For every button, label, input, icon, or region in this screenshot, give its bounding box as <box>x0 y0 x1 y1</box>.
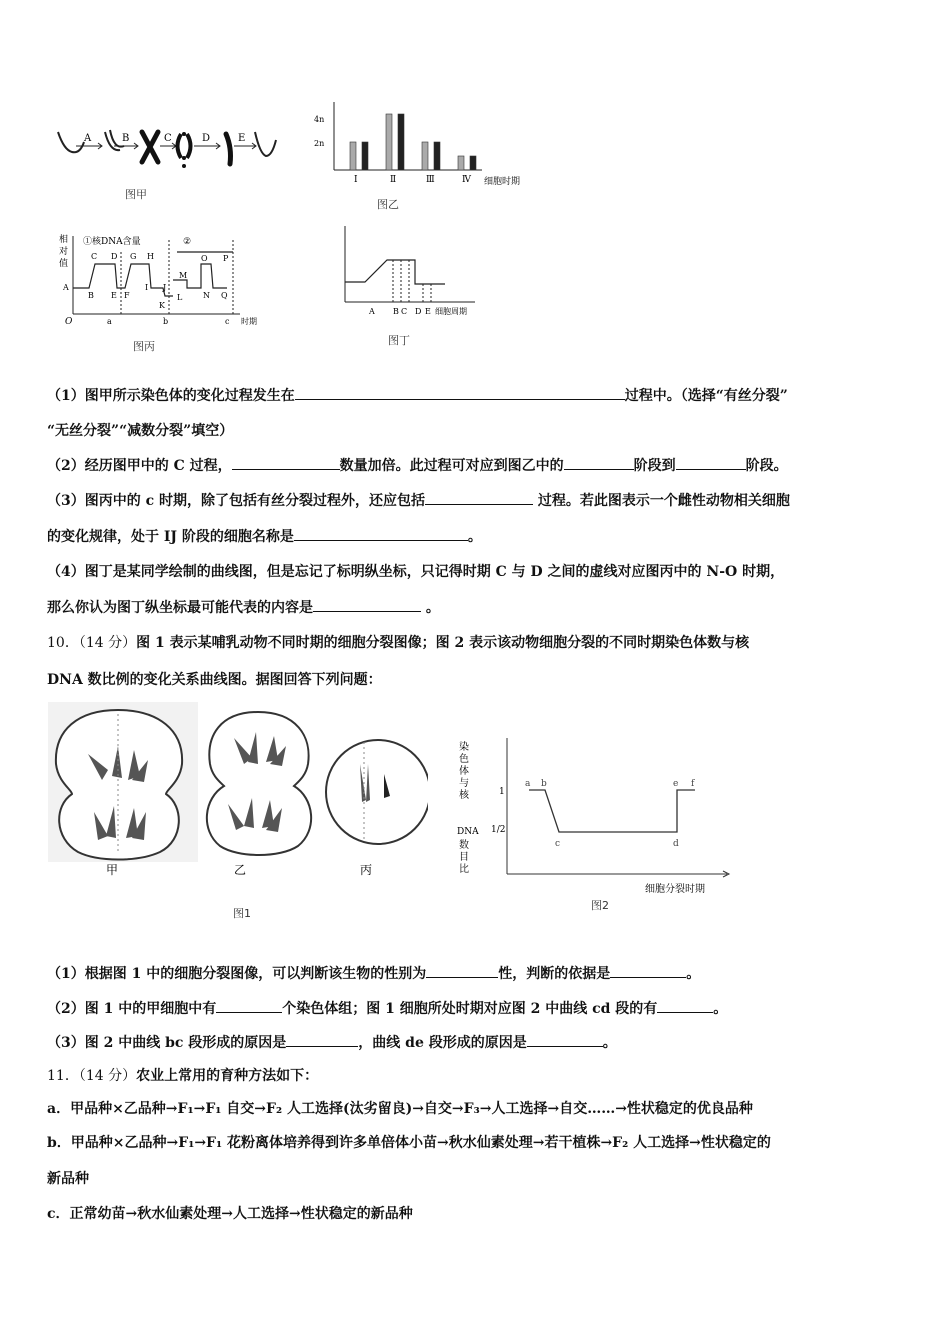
stage-label-e: E <box>238 133 246 144</box>
x-label: A <box>369 307 375 316</box>
stage-label-b: B <box>122 133 130 144</box>
question-number: 10．（14 分） <box>47 635 137 651</box>
answer-blank[interactable] <box>610 963 686 978</box>
period-label: a <box>107 317 112 326</box>
figure-yi <box>310 98 540 193</box>
x-tick-label: Ⅰ <box>354 175 358 185</box>
point-label: F <box>124 291 130 300</box>
answer-blank[interactable] <box>527 1032 603 1047</box>
x-axis-label: 细胞时期 <box>484 177 521 187</box>
point-label-d: d <box>673 839 679 849</box>
chromosome-separated <box>178 134 191 158</box>
y-label-char: 核 <box>459 790 469 801</box>
x-tick-label: Ⅳ <box>462 175 471 185</box>
point-label: L <box>177 293 183 302</box>
answer-blank[interactable] <box>657 998 713 1013</box>
stage-label-c: C <box>164 133 172 144</box>
y-label-char: 体 <box>459 766 469 777</box>
q10-stem-line1: 10．（14 分）图 1 表示某哺乳动物不同时期的细胞分裂图像；图 2 表示该动物细胞分裂的不同时期染色体数与核 <box>47 635 750 651</box>
q9-part4-line2: 那么你认为图丁纵坐标最可能代表的内容是 。 <box>47 597 440 618</box>
cell-label-jia: 甲 <box>106 863 119 877</box>
cell-label-yi: 乙 <box>234 863 247 877</box>
q11-method-b-line1: b．甲品种×乙品种→F₁→F₁ 花粉离体培养得到许多单倍体小苗→秋水仙素处理→若干植株→F₂ 人工选择→性状稳定的 <box>47 1135 771 1151</box>
answer-blank[interactable] <box>216 998 282 1013</box>
figure-jia <box>50 120 280 180</box>
period-label: c <box>225 317 230 326</box>
y-tick-1: 1 <box>499 787 505 797</box>
answer-blank[interactable] <box>286 1032 358 1047</box>
point-label: Q <box>221 291 228 300</box>
point-label: J <box>163 283 167 292</box>
x-tick-label: Ⅱ <box>390 175 397 185</box>
y-label-char: 相 <box>59 235 69 245</box>
point-label: G <box>130 252 137 261</box>
answer-blank[interactable] <box>676 455 746 470</box>
x-axis-label: 细胞周期 <box>435 307 467 316</box>
bar-light <box>458 156 464 170</box>
chromosome-single <box>226 134 231 164</box>
x-label: B <box>393 307 399 316</box>
bar-dark <box>398 114 404 170</box>
cell-yi <box>207 712 311 855</box>
answer-blank[interactable] <box>232 455 340 470</box>
caption-jia: 图甲 <box>125 188 147 201</box>
point-label-b: b <box>541 779 547 789</box>
y-label-char: 与 <box>459 778 469 789</box>
bar-dark <box>362 142 368 170</box>
chromosome-x <box>142 132 158 162</box>
ratio-curve <box>529 790 695 832</box>
q9-part1-line2: “无丝分裂”“减数分裂”填空） <box>47 423 234 439</box>
cell-bing <box>326 740 428 844</box>
cell-jia <box>56 710 182 860</box>
point-label: D <box>111 252 118 261</box>
chromatin-e-shape <box>255 132 276 156</box>
figure-1 <box>48 702 428 882</box>
x-axis-label: 时期 <box>241 317 257 326</box>
line-chart-bing <box>55 232 275 332</box>
y-label-char: 比 <box>459 864 469 875</box>
bar-light <box>422 142 428 170</box>
cell-label-bing: 丙 <box>360 863 373 877</box>
y-tick-4n: 4n <box>314 115 325 124</box>
stage-label-d: D <box>202 133 211 144</box>
question-number: 11．（14 分） <box>47 1068 137 1084</box>
point-label: C <box>91 252 98 261</box>
period-label: b <box>163 317 169 326</box>
point-label: E <box>111 291 117 300</box>
q10-part1: （1）根据图 1 中的细胞分裂图像，可以判断该生物的性别为 性，判断的依据是 。 <box>47 963 700 984</box>
q11-method-a: a．甲品种×乙品种→F₁→F₁ 自交→F₂ 人工选择(汰劣留良)→自交→F₃→人工选择→自交……→性状稳定的优良品种 <box>47 1101 753 1117</box>
y-label-char: DNA <box>457 827 479 837</box>
bar-light <box>350 142 356 170</box>
y-label-char: 染 <box>459 742 469 753</box>
y-label-char: 目 <box>459 852 469 863</box>
point-label: P <box>223 254 229 263</box>
figure-ding <box>335 222 495 322</box>
point-label-a: a <box>525 779 531 789</box>
q11-method-b-line2: 新品种 <box>47 1171 89 1187</box>
answer-blank[interactable] <box>425 490 533 505</box>
y-label-char: 数 <box>459 840 469 851</box>
chromosome-process-diagram <box>50 120 280 180</box>
q9-part4-line1: （4）图丁是某同学绘制的曲线图，但是忘记了标明纵坐标，只记得时期 C 与 D 之间的虚线对应图丙中的 N-O 时期， <box>47 564 785 580</box>
section-2-label: ② <box>183 237 192 247</box>
q10-part2: （2）图 1 中的甲细胞中有 个染色体组；图 1 细胞所处时期对应图 2 中曲线 cd 段的有 。 <box>47 998 727 1019</box>
y-tick-half: 1/2 <box>491 825 506 835</box>
point-label: K <box>159 301 165 310</box>
answer-blank[interactable] <box>294 526 468 541</box>
figure-2 <box>455 738 745 898</box>
point-label-c: c <box>555 839 561 849</box>
line-chart-ding <box>335 222 495 322</box>
stage-label-a: A <box>84 133 92 144</box>
caption-fig1: 图1 <box>233 907 251 920</box>
y-label-char: 对 <box>59 247 69 257</box>
point-label-e: e <box>673 779 679 789</box>
q9-part2: （2）经历图甲中的 C 过程， 数量加倍。此过程可对应到图乙中的 阶段到 阶段。 <box>47 455 788 476</box>
figure-bing <box>55 232 275 332</box>
q10-part3: （3）图 2 中曲线 bc 段形成的原因是 ，曲线 de 段形成的原因是 。 <box>47 1032 617 1053</box>
caption-bing: 图丙 <box>133 340 155 353</box>
answer-blank[interactable] <box>564 455 634 470</box>
q9-part3-line1: （3）图丙中的 c 时期，除了包括有丝分裂过程外，还应包括 过程。若此图表示一个雌性动物相关细胞 <box>47 490 790 511</box>
caption-fig2: 图2 <box>591 899 609 912</box>
curve <box>345 260 445 284</box>
point-label: I <box>145 283 149 292</box>
x-label: D <box>415 307 422 316</box>
point-label: H <box>147 252 154 261</box>
bar-dark <box>434 142 440 170</box>
answer-blank[interactable] <box>313 597 421 612</box>
q9-part1-line1: （1）图甲所示染色体的变化过程发生在 过程中。（选择“有丝分裂” <box>47 385 788 406</box>
caption-yi: 图乙 <box>377 198 399 211</box>
q11-method-c: c．正常幼苗→秋水仙素处理→人工选择→性状稳定的新品种 <box>47 1206 413 1222</box>
point-label: B <box>88 291 94 300</box>
answer-blank[interactable] <box>426 963 498 978</box>
q11-stem: 11．（14 分）农业上常用的育种方法如下： <box>47 1068 319 1084</box>
line-chart-fig2 <box>455 738 745 898</box>
chromatin-a-shape <box>58 132 84 152</box>
q10-stem-line2: DNA 数比例的变化关系曲线图。据图回答下列问题： <box>47 672 382 688</box>
x-label: C <box>401 307 408 316</box>
x-tick-label: Ⅲ <box>426 175 435 185</box>
x-axis-label: 细胞分裂时期 <box>645 884 705 895</box>
cell-division-images <box>48 702 428 882</box>
bar-dark <box>470 156 476 170</box>
point-label: A <box>63 283 69 292</box>
q9-part3-line2: 的变化规律，处于 IJ 阶段的细胞名称是 。 <box>47 526 482 547</box>
point-label: O <box>201 254 208 263</box>
section-1-label: ①核DNA含量 <box>83 237 141 247</box>
y-tick-2n: 2n <box>314 139 325 148</box>
bar-light <box>386 114 392 170</box>
y-label-char: 色 <box>459 754 469 765</box>
answer-blank[interactable] <box>295 385 625 400</box>
y-label-char: 值 <box>59 259 69 269</box>
origin-label: O <box>65 317 73 327</box>
point-label: M <box>179 271 188 280</box>
x-label: E <box>425 307 431 316</box>
bar-chart-yi <box>310 98 540 193</box>
point-label-f: f <box>691 779 695 789</box>
point-label: N <box>203 291 210 300</box>
caption-ding: 图丁 <box>388 334 410 347</box>
